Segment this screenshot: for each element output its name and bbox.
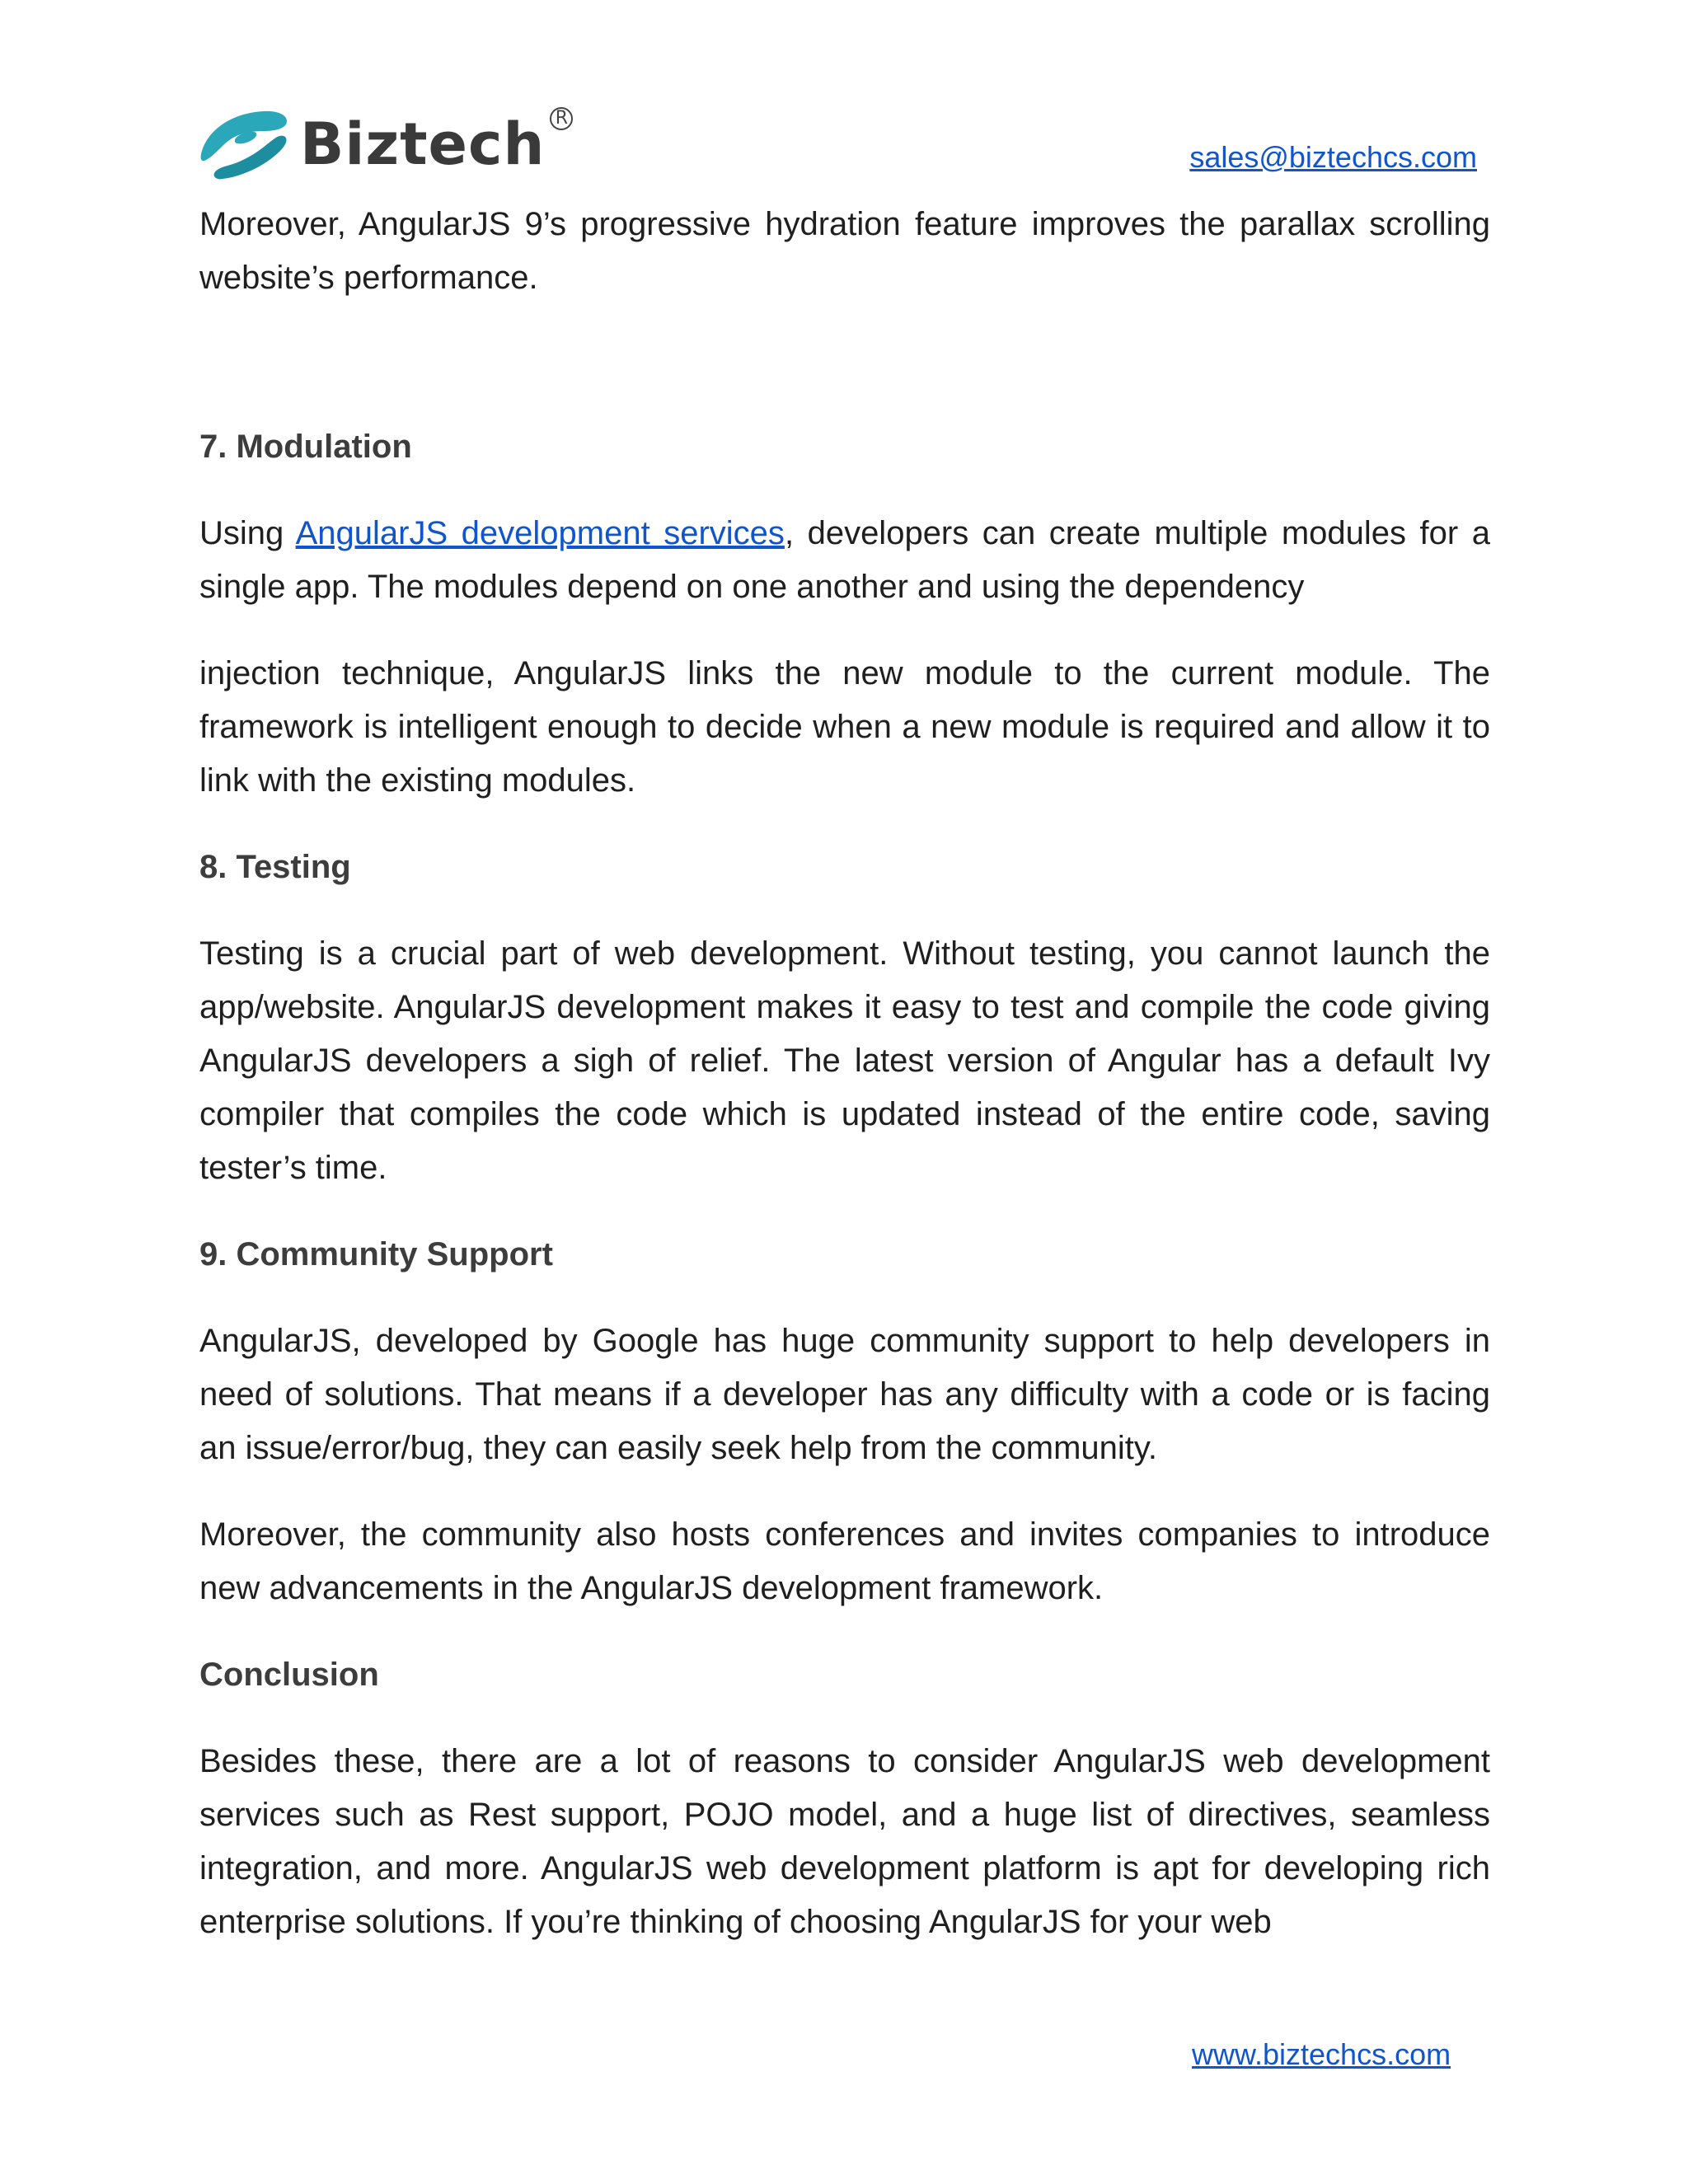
modulation-paragraph-2: injection technique, AngularJS links the new module to the current module. The framework is intelligent enough to decide when a new module is required and allow it to link with the existing modules.: [199, 655, 1490, 799]
registered-mark: R: [550, 107, 573, 130]
intro-paragraph: Moreover, AngularJS 9’s progressive hydration feature improves the parallax scrolling website’s performance.: [199, 206, 1490, 296]
section-heading-community: 9. Community Support: [199, 1236, 553, 1272]
header-email-link[interactable]: sales@biztechcs.com: [1189, 140, 1477, 174]
page-header: [198, 92, 1492, 191]
modulation-p1-suffix: , developers can create multiple modules for a single app. The modules depend on one another and using the dependency: [199, 515, 1491, 605]
conclusion-paragraph: Besides these, there are a lot of reasons to consider AngularJS web development services such as Rest support, POJO model, and a huge list of directives, seamless integration, and more. AngularJS web development platform is apt for developing rich enterprise solutions. If you’re thinking of choosing AngularJS for your web: [199, 1743, 1490, 1940]
section-heading-conclusion: Conclusion: [199, 1657, 379, 1693]
community-paragraph-2: Moreover, the community also hosts conferences and invites companies to introduce new advancements in the AngularJS development framework.: [199, 1516, 1490, 1606]
section-heading-modulation: 7. Modulation: [199, 429, 412, 465]
document-body: [199, 198, 1490, 1949]
section-heading-testing: 8. Testing: [199, 849, 351, 885]
modulation-p1-prefix: Using: [199, 515, 296, 551]
biztech-logo: [198, 99, 573, 190]
testing-paragraph: Testing is a crucial part of web development. Without testing, you cannot launch the app/website. AngularJS development makes it easy to test and compile the code giving AngularJS developers a sigh of relief. The latest version of Angular has a default Ivy compiler that compiles the code which is updated instead of the entire code, saving tester’s time.: [199, 935, 1490, 1186]
brand-name: Biztech: [300, 110, 546, 178]
footer-website-link[interactable]: www.biztechcs.com: [1192, 2037, 1451, 2071]
community-paragraph-1: AngularJS, developed by Google has huge community support to help developers in need of solutions. That means if a developer has any difficulty with a code or is facing an issue/error/bug, they can easily seek help from the community.: [199, 1323, 1490, 1466]
angularjs-services-link[interactable]: AngularJS development services: [295, 515, 785, 551]
biztech-swoosh-icon: [198, 106, 290, 182]
modulation-paragraph-1: [199, 507, 1490, 614]
